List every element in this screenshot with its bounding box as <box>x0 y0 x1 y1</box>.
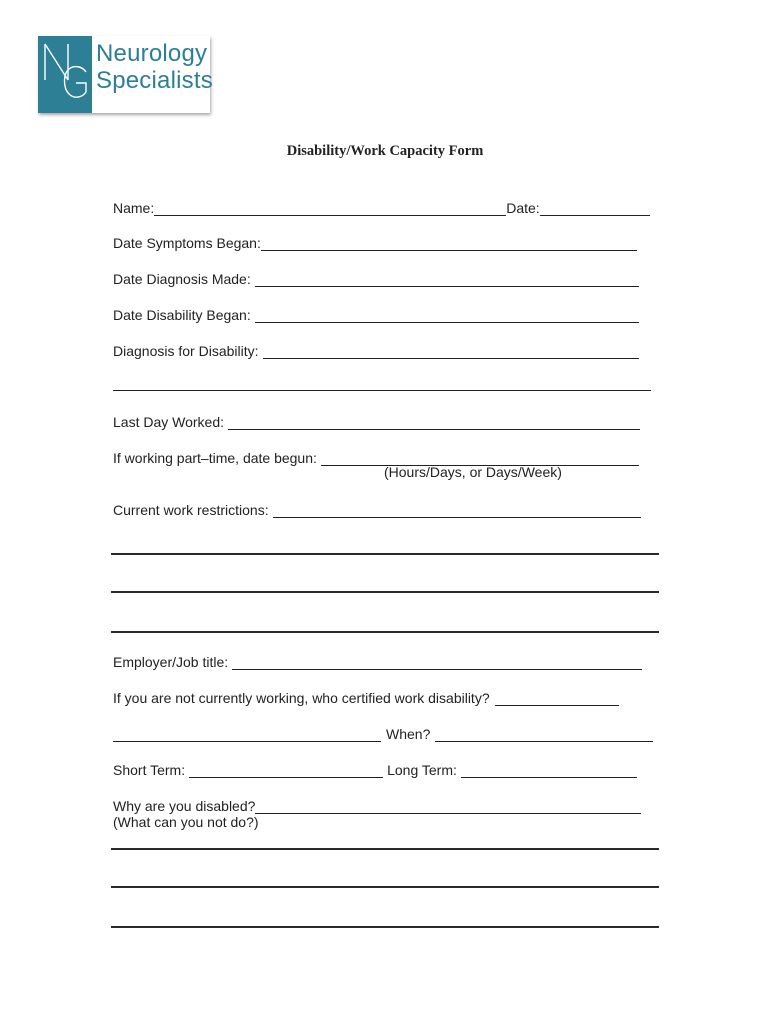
date-symptoms-row <box>113 233 637 251</box>
diagnosis-label: Diagnosis for Disability: <box>113 343 259 359</box>
term-row <box>113 760 637 778</box>
why-disabled-label: Why are you disabled? <box>113 798 256 814</box>
restrictions-row <box>113 500 641 518</box>
why-disabled-row <box>113 796 641 814</box>
date-diagnosis-field[interactable] <box>255 272 639 287</box>
date-disability-label: Date Disability Began: <box>113 307 251 323</box>
name-date-row <box>113 198 650 216</box>
part-time-hint: (Hours/Days, or Days/Week) <box>384 464 562 480</box>
date-field[interactable] <box>540 201 650 216</box>
employer-label: Employer/Job title: <box>113 654 229 670</box>
diagnosis-continuation-field[interactable] <box>113 390 651 391</box>
why-disabled-line-2[interactable] <box>111 886 659 888</box>
employer-field[interactable] <box>232 655 642 670</box>
diagnosis-field[interactable] <box>263 344 639 359</box>
logo-mark <box>38 36 92 113</box>
why-disabled-hint: (What can you not do?) <box>113 814 259 830</box>
when-row <box>113 724 653 742</box>
restrictions-label: Current work restrictions: <box>113 502 269 518</box>
date-disability-field[interactable] <box>255 308 639 323</box>
form-title: Disability/Work Capacity Form <box>286 143 484 159</box>
ng-monogram-icon <box>38 36 92 113</box>
logo-line-2: Specialists <box>96 67 213 94</box>
long-term-label: Long Term: <box>387 762 457 778</box>
certified-label: If you are not currently working, who certified work disability? <box>113 690 490 706</box>
restrictions-line-3[interactable] <box>111 631 659 633</box>
date-diagnosis-row <box>113 269 639 287</box>
why-disabled-field[interactable] <box>255 799 641 814</box>
date-diagnosis-label: Date Diagnosis Made: <box>113 271 251 287</box>
last-day-field[interactable] <box>228 415 640 430</box>
logo-line-1: Neurology <box>96 40 208 67</box>
when-label: When? <box>386 726 431 742</box>
long-term-field[interactable] <box>461 763 637 778</box>
employer-row <box>113 652 642 670</box>
name-field[interactable] <box>154 201 506 216</box>
date-symptoms-label: Date Symptoms Began: <box>113 235 261 251</box>
logo-wordmark <box>96 40 213 94</box>
certified-name-field[interactable] <box>113 727 381 742</box>
why-disabled-line-3[interactable] <box>111 926 659 928</box>
why-disabled-line-1[interactable] <box>111 848 659 850</box>
short-term-field[interactable] <box>189 763 383 778</box>
certified-field[interactable] <box>495 691 619 706</box>
part-time-label: If working part–time, date begun: <box>113 450 317 466</box>
neurology-specialists-logo <box>38 36 213 113</box>
date-label: Date: <box>506 200 540 216</box>
last-day-label: Last Day Worked: <box>113 414 225 430</box>
diagnosis-row <box>113 341 639 359</box>
restrictions-line-1[interactable] <box>111 553 659 555</box>
name-label: Name: <box>113 200 155 216</box>
when-field[interactable] <box>435 727 653 742</box>
last-day-row <box>113 412 640 430</box>
short-term-label: Short Term: <box>113 762 186 778</box>
restrictions-line-2[interactable] <box>111 591 659 593</box>
certified-row <box>113 688 619 706</box>
date-symptoms-field[interactable] <box>261 236 637 251</box>
restrictions-field[interactable] <box>273 503 641 518</box>
date-disability-row <box>113 305 639 323</box>
